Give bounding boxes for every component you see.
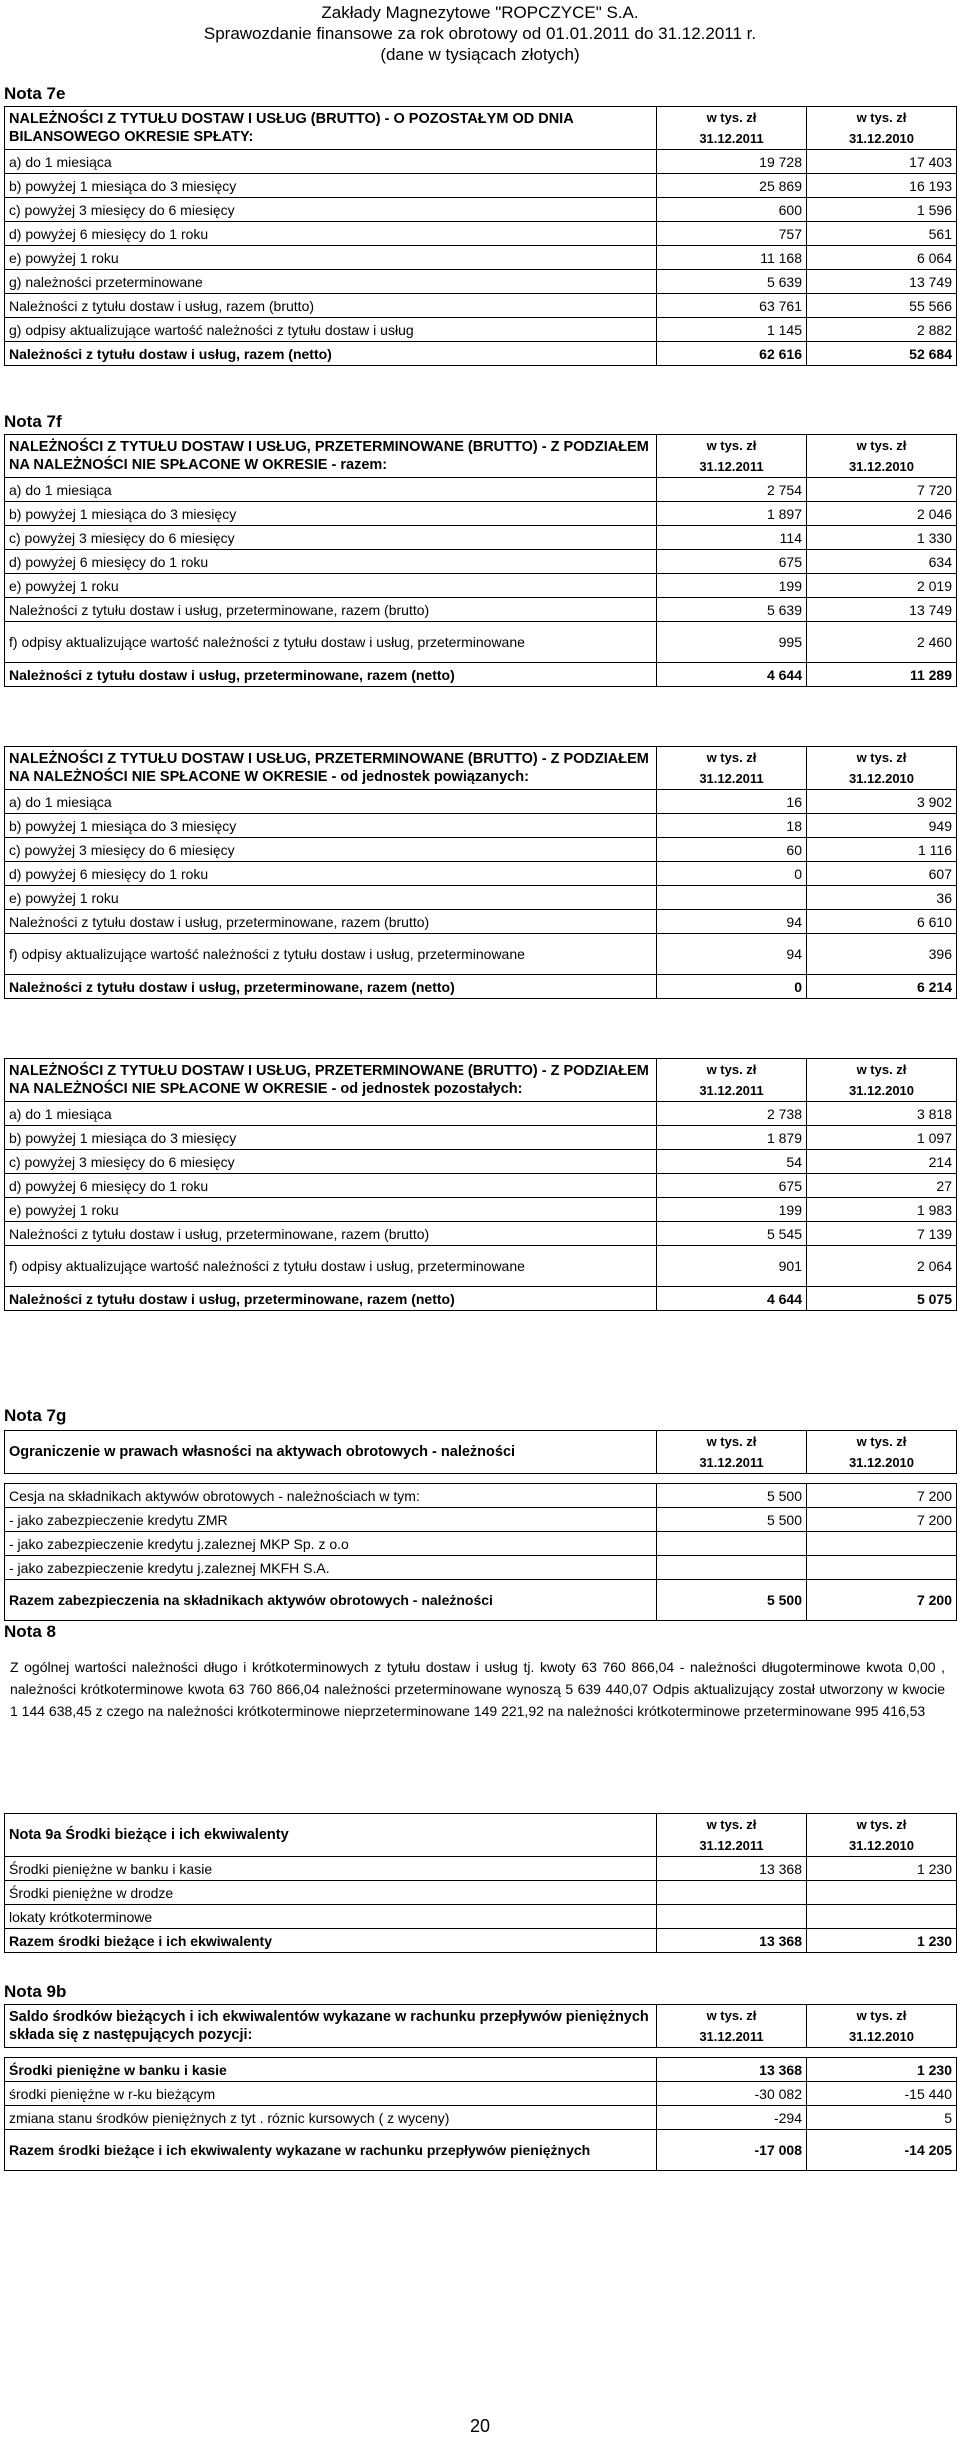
value-2010: 214 bbox=[807, 1150, 957, 1174]
value-2010: 7 200 bbox=[807, 1580, 957, 1621]
value-2011: 13 368 bbox=[657, 2058, 807, 2082]
row-label: Środki pieniężne w banku i kasie bbox=[5, 1857, 657, 1881]
value-2011: 600 bbox=[657, 198, 807, 222]
date-label: 31.12.2010 bbox=[848, 1455, 915, 1470]
table-header-row bbox=[5, 1814, 957, 1857]
table-row bbox=[5, 1222, 957, 1246]
spacer-cell bbox=[807, 1474, 957, 1484]
spacer-cell bbox=[657, 1474, 807, 1484]
value-2010: 16 193 bbox=[807, 174, 957, 198]
value-2010: 561 bbox=[807, 222, 957, 246]
value-2010: 1 097 bbox=[807, 1126, 957, 1150]
table-row bbox=[5, 1174, 957, 1198]
row-label: Razem zabezpieczenia na składnikach aktywów obrotowych - należności bbox=[5, 1580, 657, 1621]
row-label: Należności z tytułu dostaw i usług, przeterminowane, razem (brutto) bbox=[5, 910, 657, 934]
table-row bbox=[5, 1198, 957, 1222]
date-label: 31.12.2011 bbox=[699, 131, 764, 146]
row-label: - jako zabezpieczenie kredytu j.zaleznej MKP Sp. z o.o bbox=[5, 1532, 657, 1556]
nota-9a-table bbox=[4, 1813, 957, 1953]
table-row bbox=[5, 814, 957, 838]
value-2010: 17 403 bbox=[807, 150, 957, 174]
table-row bbox=[5, 2082, 957, 2106]
nota-7g-table bbox=[4, 1430, 957, 1621]
row-label: b) powyżej 1 miesiąca do 3 miesięcy bbox=[5, 814, 657, 838]
table-row bbox=[5, 862, 957, 886]
column-header-2011 bbox=[657, 1431, 807, 1474]
nota-7f-title: Nota 7f bbox=[4, 412, 62, 431]
row-label: e) powyżej 1 roku bbox=[5, 886, 657, 910]
value-2010: -15 440 bbox=[807, 2082, 957, 2106]
value-2010: 13 749 bbox=[807, 598, 957, 622]
row-label: f) odpisy aktualizujące wartość należności z tytułu dostaw i usług, przeterminowane bbox=[5, 934, 657, 975]
value-2010: 949 bbox=[807, 814, 957, 838]
value-2011: 5 639 bbox=[657, 598, 807, 622]
row-label: a) do 1 miesiąca bbox=[5, 1102, 657, 1126]
table-row bbox=[5, 174, 957, 198]
spacer-cell bbox=[5, 2048, 657, 2058]
value-2010: 3 818 bbox=[807, 1102, 957, 1126]
value-2010: -14 205 bbox=[807, 2130, 957, 2171]
value-2010 bbox=[807, 1532, 957, 1556]
document-header bbox=[0, 0, 960, 65]
row-label: d) powyżej 6 miesięcy do 1 roku bbox=[5, 1174, 657, 1198]
row-label: Razem środki bieżące i ich ekwiwalenty bbox=[5, 1929, 657, 1953]
row-label: c) powyżej 3 miesięcy do 6 miesięcy bbox=[5, 198, 657, 222]
value-2011: 0 bbox=[657, 975, 807, 999]
value-2010: 607 bbox=[807, 862, 957, 886]
unit-label: w tys. zł bbox=[856, 110, 907, 125]
nota-7f-table-related bbox=[4, 746, 957, 999]
value-2011: 199 bbox=[657, 574, 807, 598]
row-label: b) powyżej 1 miesiąca do 3 miesięcy bbox=[5, 174, 657, 198]
value-2010 bbox=[807, 1556, 957, 1580]
table-row bbox=[5, 1484, 957, 1508]
value-2011: 54 bbox=[657, 1150, 807, 1174]
value-2011: 1 897 bbox=[657, 502, 807, 526]
row-label: c) powyżej 3 miesięcy do 6 miesięcy bbox=[5, 838, 657, 862]
date-label: 31.12.2010 bbox=[848, 459, 915, 474]
value-2011: -30 082 bbox=[657, 2082, 807, 2106]
value-2011: 5 500 bbox=[657, 1580, 807, 1621]
table-row bbox=[5, 526, 957, 550]
value-2010: 5 075 bbox=[807, 1287, 957, 1311]
row-label: d) powyżej 6 miesięcy do 1 roku bbox=[5, 550, 657, 574]
spacer-cell bbox=[657, 2048, 807, 2058]
value-2010: 1 230 bbox=[807, 1929, 957, 1953]
date-label: 31.12.2010 bbox=[848, 1838, 915, 1853]
value-2011: 1 879 bbox=[657, 1126, 807, 1150]
value-2011: 114 bbox=[657, 526, 807, 550]
value-2011: 94 bbox=[657, 934, 807, 975]
value-2011 bbox=[657, 1905, 807, 1929]
nota-9b-table bbox=[4, 2004, 957, 2171]
nota-7f-group-heading: NALEŻNOŚCI Z TYTUŁU DOSTAW I USŁUG, PRZETERMINOWANE (BRUTTO) - Z PODZIAŁEM NA NALEŻNOŚCI NIE SPŁACONE W OKRESIE - od jednostek powiązanych: bbox=[5, 747, 657, 790]
table-row bbox=[5, 790, 957, 814]
value-2011: 63 761 bbox=[657, 294, 807, 318]
table-row bbox=[5, 1905, 957, 1929]
table-row bbox=[5, 2106, 957, 2130]
value-2010: 13 749 bbox=[807, 270, 957, 294]
unit-label: w tys. zł bbox=[706, 1062, 757, 1077]
table-header-row bbox=[5, 747, 957, 790]
spacer-row bbox=[5, 1474, 957, 1484]
value-2010: 634 bbox=[807, 550, 957, 574]
value-2011: 1 145 bbox=[657, 318, 807, 342]
table-row bbox=[5, 975, 957, 999]
value-2010: 396 bbox=[807, 934, 957, 975]
row-label: c) powyżej 3 miesięcy do 6 miesięcy bbox=[5, 1150, 657, 1174]
company-name: Zakłady Magnezytowe "ROPCZYCE" S.A. bbox=[321, 3, 639, 22]
value-2011: 13 368 bbox=[657, 1929, 807, 1953]
nota-7g-title: Nota 7g bbox=[4, 1406, 67, 1425]
value-2010: 5 bbox=[807, 2106, 957, 2130]
nota-7f-group-heading: NALEŻNOŚCI Z TYTUŁU DOSTAW I USŁUG, PRZETERMINOWANE (BRUTTO) - Z PODZIAŁEM NA NALEŻNOŚCI NIE SPŁACONE W OKRESIE - od jednostek pozostałych: bbox=[5, 1059, 657, 1102]
value-2010: 7 200 bbox=[807, 1484, 957, 1508]
report-subtitle: Sprawozdanie finansowe za rok obrotowy od 01.01.2011 do 31.12.2011 r. bbox=[203, 24, 757, 43]
nota-8-title: Nota 8 bbox=[4, 1622, 56, 1641]
row-label: Cesja na składnikach aktywów obrotowych - należnościach w tym: bbox=[5, 1484, 657, 1508]
table-row bbox=[5, 550, 957, 574]
table-row bbox=[5, 1150, 957, 1174]
unit-label: w tys. zł bbox=[856, 438, 907, 453]
row-label: lokaty krótkoterminowe bbox=[5, 1905, 657, 1929]
nota-7e-table bbox=[4, 106, 957, 366]
date-label: 31.12.2011 bbox=[699, 1083, 764, 1098]
nota-9b-title: Nota 9b bbox=[4, 1982, 67, 2001]
value-2010: 36 bbox=[807, 886, 957, 910]
column-header-2010 bbox=[807, 2005, 957, 2048]
value-2011: 675 bbox=[657, 550, 807, 574]
value-2011 bbox=[657, 886, 807, 910]
value-2011: 5 545 bbox=[657, 1222, 807, 1246]
value-2011: 19 728 bbox=[657, 150, 807, 174]
nota-7f-group-heading: NALEŻNOŚCI Z TYTUŁU DOSTAW I USŁUG, PRZETERMINOWANE (BRUTTO) - Z PODZIAŁEM NA NALEŻNOŚCI NIE SPŁACONE W OKRESIE - razem: bbox=[5, 435, 657, 478]
value-2011: 13 368 bbox=[657, 1857, 807, 1881]
table-row bbox=[5, 598, 957, 622]
column-header-2010 bbox=[807, 435, 957, 478]
table-row bbox=[5, 1102, 957, 1126]
table-header-row bbox=[5, 1059, 957, 1102]
column-header-2010 bbox=[807, 1059, 957, 1102]
value-2010: 1 230 bbox=[807, 2058, 957, 2082]
row-label: Należności z tytułu dostaw i usług, razem (brutto) bbox=[5, 294, 657, 318]
table-row bbox=[5, 478, 957, 502]
date-label: 31.12.2010 bbox=[848, 2029, 915, 2044]
value-2010: 3 902 bbox=[807, 790, 957, 814]
table-row bbox=[5, 2058, 957, 2082]
row-label: d) powyżej 6 miesięcy do 1 roku bbox=[5, 222, 657, 246]
spacer-row bbox=[5, 2048, 957, 2058]
value-2011: 901 bbox=[657, 1246, 807, 1287]
value-2010: 6 610 bbox=[807, 910, 957, 934]
table-row bbox=[5, 1126, 957, 1150]
table-row bbox=[5, 198, 957, 222]
value-2011: 5 500 bbox=[657, 1508, 807, 1532]
row-label: g) odpisy aktualizujące wartość należności z tytułu dostaw i usług bbox=[5, 318, 657, 342]
row-label: Należności z tytułu dostaw i usług, razem (netto) bbox=[5, 342, 657, 366]
table-row bbox=[5, 294, 957, 318]
value-2011: 995 bbox=[657, 622, 807, 663]
value-2010: 7 200 bbox=[807, 1508, 957, 1532]
date-label: 31.12.2011 bbox=[699, 2029, 764, 2044]
table-header-row bbox=[5, 107, 957, 150]
row-label: - jako zabezpieczenie kredytu ZMR bbox=[5, 1508, 657, 1532]
date-label: 31.12.2010 bbox=[848, 1083, 915, 1098]
value-2011: -294 bbox=[657, 2106, 807, 2130]
value-2010: 7 720 bbox=[807, 478, 957, 502]
value-2011: 675 bbox=[657, 1174, 807, 1198]
value-2011 bbox=[657, 1532, 807, 1556]
nota-7e-heading: NALEŻNOŚCI Z TYTUŁU DOSTAW I USŁUG (BRUTTO) - O POZOSTAŁYM OD DNIA BILANSOWEGO OKRESIE SPŁATY: bbox=[5, 107, 657, 150]
column-header-2010 bbox=[807, 1431, 957, 1474]
value-2011: 62 616 bbox=[657, 342, 807, 366]
date-label: 31.12.2011 bbox=[699, 1838, 764, 1853]
value-2010: 2 460 bbox=[807, 622, 957, 663]
nota-7f-table-other bbox=[4, 1058, 957, 1311]
table-row bbox=[5, 1857, 957, 1881]
units-note: (dane w tysiącach złotych) bbox=[380, 45, 580, 64]
column-header-2011 bbox=[657, 1814, 807, 1857]
value-2010: 2 064 bbox=[807, 1246, 957, 1287]
value-2011: 5 500 bbox=[657, 1484, 807, 1508]
table-row bbox=[5, 838, 957, 862]
table-header-row bbox=[5, 435, 957, 478]
column-header-2011 bbox=[657, 2005, 807, 2048]
row-label: Należności z tytułu dostaw i usług, przeterminowane, razem (netto) bbox=[5, 975, 657, 999]
table-row bbox=[5, 910, 957, 934]
value-2010: 7 139 bbox=[807, 1222, 957, 1246]
row-label: a) do 1 miesiąca bbox=[5, 150, 657, 174]
column-header-2011 bbox=[657, 435, 807, 478]
table-row bbox=[5, 2130, 957, 2171]
date-label: 31.12.2011 bbox=[699, 459, 764, 474]
value-2010: 6 214 bbox=[807, 975, 957, 999]
value-2010: 52 684 bbox=[807, 342, 957, 366]
unit-label: w tys. zł bbox=[706, 1817, 757, 1832]
value-2011: -17 008 bbox=[657, 2130, 807, 2171]
table-header-row bbox=[5, 1431, 957, 1474]
unit-label: w tys. zł bbox=[706, 1434, 757, 1449]
row-label: b) powyżej 1 miesiąca do 3 miesięcy bbox=[5, 502, 657, 526]
row-label: c) powyżej 3 miesięcy do 6 miesięcy bbox=[5, 526, 657, 550]
table-row bbox=[5, 1580, 957, 1621]
table-row bbox=[5, 246, 957, 270]
table-row bbox=[5, 1532, 957, 1556]
value-2011: 2 754 bbox=[657, 478, 807, 502]
row-label: Środki pieniężne w banku i kasie bbox=[5, 2058, 657, 2082]
spacer-cell bbox=[807, 2048, 957, 2058]
value-2010 bbox=[807, 1881, 957, 1905]
value-2010: 2 019 bbox=[807, 574, 957, 598]
unit-label: w tys. zł bbox=[706, 110, 757, 125]
value-2010: 1 330 bbox=[807, 526, 957, 550]
table-row bbox=[5, 222, 957, 246]
value-2011: 60 bbox=[657, 838, 807, 862]
value-2011: 757 bbox=[657, 222, 807, 246]
unit-label: w tys. zł bbox=[706, 438, 757, 453]
table-row bbox=[5, 1929, 957, 1953]
value-2010: 11 289 bbox=[807, 663, 957, 687]
value-2011: 18 bbox=[657, 814, 807, 838]
table-row bbox=[5, 663, 957, 687]
date-label: 31.12.2010 bbox=[848, 771, 915, 786]
table-row bbox=[5, 622, 957, 663]
nota-8-text: Z ogólnej wartości należności długo i krótkoterminowych z tytułu dostaw i usług tj. kwoty 63 760 866,04 - należności długoterminowe kwota 0,00 , należności krótkoterminowe kwota 63 760 866,04 należności przeterminowane wynoszą 5 639 440,07 Odpis aktualizujący został utworzony w kwocie 1 144 638,45 z czego na należności krótkoterminowe nieprzeterminowane 149 221,92 na należności krótkoterminowe przeterminowane 995 416,53 bbox=[10, 1659, 945, 1719]
unit-label: w tys. zł bbox=[706, 2008, 757, 2023]
row-label: d) powyżej 6 miesięcy do 1 roku bbox=[5, 862, 657, 886]
value-2011: 94 bbox=[657, 910, 807, 934]
value-2010: 1 983 bbox=[807, 1198, 957, 1222]
column-header-2011 bbox=[657, 747, 807, 790]
nota-7g-heading: Ograniczenie w prawach własności na aktywach obrotowych - należności bbox=[5, 1431, 657, 1474]
table-row bbox=[5, 934, 957, 975]
value-2010: 27 bbox=[807, 1174, 957, 1198]
row-label: a) do 1 miesiąca bbox=[5, 790, 657, 814]
row-label: b) powyżej 1 miesiąca do 3 miesięcy bbox=[5, 1126, 657, 1150]
column-header-2011 bbox=[657, 1059, 807, 1102]
table-row bbox=[5, 1287, 957, 1311]
value-2011: 0 bbox=[657, 862, 807, 886]
column-header-2011 bbox=[657, 107, 807, 150]
row-label: g) należności przeterminowane bbox=[5, 270, 657, 294]
table-header-row bbox=[5, 2005, 957, 2048]
table-row bbox=[5, 1508, 957, 1532]
value-2010: 1 230 bbox=[807, 1857, 957, 1881]
table-row bbox=[5, 1881, 957, 1905]
table-row bbox=[5, 1556, 957, 1580]
value-2011: 2 738 bbox=[657, 1102, 807, 1126]
row-label: Razem środki bieżące i ich ekwiwalenty wykazane w rachunku przepływów pieniężnych bbox=[5, 2130, 657, 2171]
row-label: środki pieniężne w r-ku bieżącym bbox=[5, 2082, 657, 2106]
row-label: e) powyżej 1 roku bbox=[5, 574, 657, 598]
row-label: Należności z tytułu dostaw i usług, przeterminowane, razem (netto) bbox=[5, 1287, 657, 1311]
table-row bbox=[5, 1246, 957, 1287]
unit-label: w tys. zł bbox=[856, 2008, 907, 2023]
nota-7e-title: Nota 7e bbox=[4, 84, 66, 103]
unit-label: w tys. zł bbox=[856, 1434, 907, 1449]
row-label: Środki pieniężne w drodze bbox=[5, 1881, 657, 1905]
unit-label: w tys. zł bbox=[856, 1062, 907, 1077]
table-row bbox=[5, 502, 957, 526]
value-2010 bbox=[807, 1905, 957, 1929]
value-2010: 1 116 bbox=[807, 838, 957, 862]
column-header-2010 bbox=[807, 107, 957, 150]
value-2010: 1 596 bbox=[807, 198, 957, 222]
nota-7f-table-total bbox=[4, 434, 957, 687]
row-label: f) odpisy aktualizujące wartość należności z tytułu dostaw i usług, przeterminowane bbox=[5, 622, 657, 663]
row-label: - jako zabezpieczenie kredytu j.zaleznej MKFH S.A. bbox=[5, 1556, 657, 1580]
row-label: e) powyżej 1 roku bbox=[5, 246, 657, 270]
row-label: f) odpisy aktualizujące wartość należności z tytułu dostaw i usług, przeterminowane bbox=[5, 1246, 657, 1287]
table-row bbox=[5, 318, 957, 342]
row-label: a) do 1 miesiąca bbox=[5, 478, 657, 502]
column-header-2010 bbox=[807, 1814, 957, 1857]
value-2010: 2 046 bbox=[807, 502, 957, 526]
unit-label: w tys. zł bbox=[856, 1817, 907, 1832]
value-2010: 2 882 bbox=[807, 318, 957, 342]
value-2011: 11 168 bbox=[657, 246, 807, 270]
table-row bbox=[5, 574, 957, 598]
row-label: Należności z tytułu dostaw i usług, przeterminowane, razem (netto) bbox=[5, 663, 657, 687]
table-row bbox=[5, 342, 957, 366]
row-label: zmiana stanu środków pieniężnych z tyt . róznic kursowych ( z wyceny) bbox=[5, 2106, 657, 2130]
value-2011: 4 644 bbox=[657, 1287, 807, 1311]
nota-9a-heading: Nota 9a Środki bieżące i ich ekwiwalenty bbox=[5, 1814, 657, 1857]
date-label: 31.12.2011 bbox=[699, 771, 764, 786]
value-2010: 55 566 bbox=[807, 294, 957, 318]
table-row bbox=[5, 150, 957, 174]
nota-9b-heading: Saldo środków bieżących i ich ekwiwalentów wykazane w rachunku przepływów pieniężnych składa się z następujących pozycji: bbox=[5, 2005, 657, 2048]
spacer-cell bbox=[5, 1474, 657, 1484]
value-2011 bbox=[657, 1881, 807, 1905]
column-header-2010 bbox=[807, 747, 957, 790]
value-2011: 25 869 bbox=[657, 174, 807, 198]
value-2011: 199 bbox=[657, 1198, 807, 1222]
unit-label: w tys. zł bbox=[706, 750, 757, 765]
unit-label: w tys. zł bbox=[856, 750, 907, 765]
date-label: 31.12.2011 bbox=[699, 1455, 764, 1470]
value-2011: 16 bbox=[657, 790, 807, 814]
value-2011: 5 639 bbox=[657, 270, 807, 294]
row-label: Należności z tytułu dostaw i usług, przeterminowane, razem (brutto) bbox=[5, 1222, 657, 1246]
value-2010: 6 064 bbox=[807, 246, 957, 270]
table-row bbox=[5, 270, 957, 294]
value-2011 bbox=[657, 1556, 807, 1580]
table-row bbox=[5, 886, 957, 910]
page-number: 20 bbox=[469, 2416, 491, 2436]
date-label: 31.12.2010 bbox=[848, 131, 915, 146]
row-label: e) powyżej 1 roku bbox=[5, 1198, 657, 1222]
value-2011: 4 644 bbox=[657, 663, 807, 687]
row-label: Należności z tytułu dostaw i usług, przeterminowane, razem (brutto) bbox=[5, 598, 657, 622]
